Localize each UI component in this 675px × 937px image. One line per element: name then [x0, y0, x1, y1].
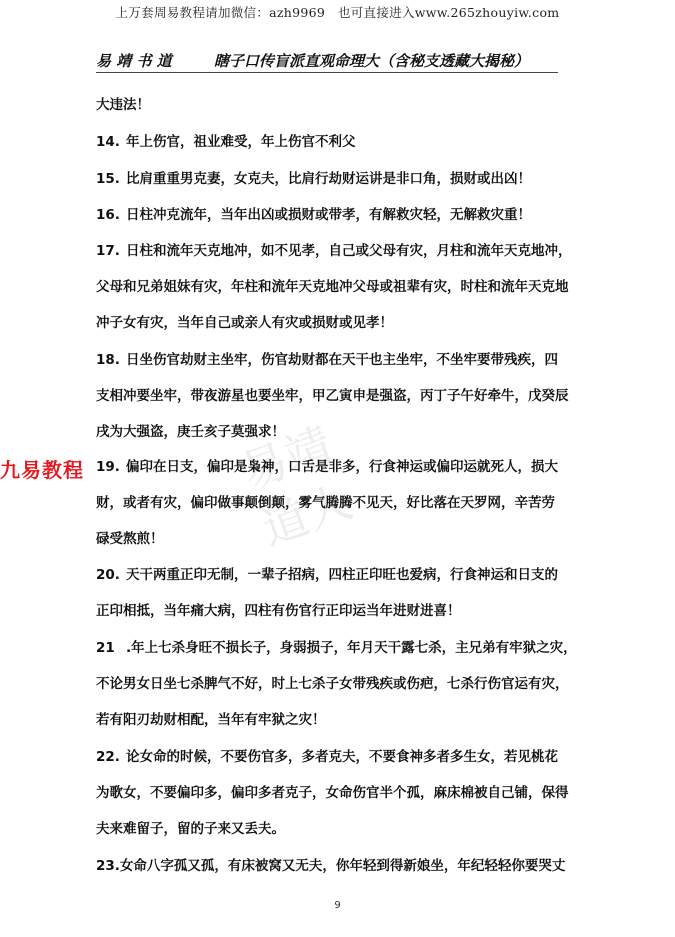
- text-line: [96, 530, 596, 548]
- item-number: 19.: [96, 459, 120, 475]
- header-title: 瞎子口传盲派直观命理大（含秘支透藏大揭秘）: [214, 52, 530, 70]
- line-text: 23.女命八字孤又孤，有床被窝又无夫，你年轻到得新娘坐，年纪轻轻你要哭丈: [96, 858, 566, 874]
- item-number: 14.: [96, 134, 120, 150]
- line-text: .年上七杀身旺不损长子，身弱损子，年月天干露七杀，主兄弟有牢狱之灾，: [126, 640, 577, 656]
- text-line: [96, 675, 596, 693]
- line-text: 父母和兄弟姐妹有灾，年柱和流年天克地冲父母或祖辈有灾，时柱和流年天克地: [96, 279, 569, 295]
- line-text: 为歌女，不要偏印多，偏印多者克子，女命伤官半个孤，麻床棉被自己铺，保得: [96, 785, 569, 801]
- line-text: 论女命的时候，不要伤官多，多者克夫，不要食神多者多生女，若见桃花: [126, 749, 558, 765]
- text-line: [96, 278, 596, 296]
- item-number: 17.: [96, 243, 120, 259]
- top-banner: 上万套周易教程请加微信：azh9969 也可直接进入www.265zhouyiw.com: [115, 5, 560, 20]
- text-line: [96, 711, 596, 729]
- item-number: 16.: [96, 207, 120, 223]
- text-line: [96, 133, 596, 151]
- text-line: [96, 602, 596, 620]
- line-text: 正印相抵，当年痛大病，四柱有伤官行正印运当年进财进喜！: [96, 603, 461, 619]
- text-line: [96, 639, 596, 657]
- text-line: [96, 423, 596, 441]
- text-line: [96, 314, 596, 332]
- page-number: 9: [334, 900, 341, 911]
- line-text: 日柱和流年天克地冲，如不见孝，自己或父母有灾，月柱和流年天克地冲，: [126, 243, 572, 259]
- line-text: 不论男女日坐七杀脾气不好，时上七杀子女带残疾或伤疤，七杀行伤官运有灾，: [96, 676, 569, 692]
- line-text: 日坐伤官劫财主坐牢，伤官劫财都在天干也主坐牢，不坐牢要带残疾，四: [126, 352, 558, 368]
- text-line: [96, 566, 596, 584]
- line-text: 冲子女有灾，当年自己或亲人有灾或损财或见孝！: [96, 315, 393, 331]
- line-text: 支相冲要坐牢，带夜游星也要坐牢，甲乙寅申是强盗，丙丁子午好牵牛，戊癸辰: [96, 388, 569, 404]
- item-number: 18.: [96, 352, 120, 368]
- header-author: 易 靖 书 道: [96, 52, 172, 70]
- line-text: 偏印在日支，偏印是枭神，口舌是非多，行食神运或偏印运就死人，损大: [126, 459, 558, 475]
- text-line: [96, 351, 596, 369]
- text-line: [96, 820, 596, 838]
- line-text: 大违法！: [96, 97, 150, 113]
- line-text: 财，或者有灾，偏印做事颠倒颠，雾气腾腾不见天，好比落在天罗网，辛苦劳: [96, 495, 555, 511]
- item-number: 15.: [96, 171, 120, 187]
- side-logo: 九易教程: [0, 458, 84, 482]
- background-watermark: 易靖道人: [233, 417, 360, 556]
- text-line: [96, 784, 596, 802]
- line-text: 比肩重重男克妻，女克夫，比肩行劫财运讲是非口角，损财或出凶！: [126, 171, 531, 187]
- text-line: [96, 494, 596, 512]
- text-line: [96, 748, 596, 766]
- line-text: 戌为大强盗，庚壬亥子莫强求！: [96, 424, 285, 440]
- line-text: 若有阳刃劫财相配，当年有牢狱之灾！: [96, 712, 326, 728]
- line-text: 碌受熬煎！: [96, 531, 164, 547]
- text-line: [96, 170, 596, 188]
- line-text: 日柱冲克流年，当年出凶或损财或带孝，有解救灾轻，无解救灾重！: [126, 207, 531, 223]
- text-line: [96, 206, 596, 224]
- line-text: 夫来难留子，留的子来又丢夫。: [96, 821, 285, 837]
- text-line: [96, 242, 596, 260]
- text-line: [96, 857, 596, 875]
- item-number: 22.: [96, 749, 120, 765]
- line-text: 天干两重正印无制，一辈子招病，四柱正印旺也爱病，行食神运和日支的: [126, 567, 558, 583]
- text-line: [96, 96, 596, 114]
- text-line: [96, 458, 596, 476]
- item-number: 20.: [96, 567, 120, 583]
- line-text: 年上伤官，祖业难受，年上伤官不利父: [126, 134, 356, 150]
- text-line: [96, 387, 596, 405]
- page-header: [96, 50, 576, 74]
- item-number: 21: [96, 640, 115, 656]
- header-rule: [96, 72, 558, 73]
